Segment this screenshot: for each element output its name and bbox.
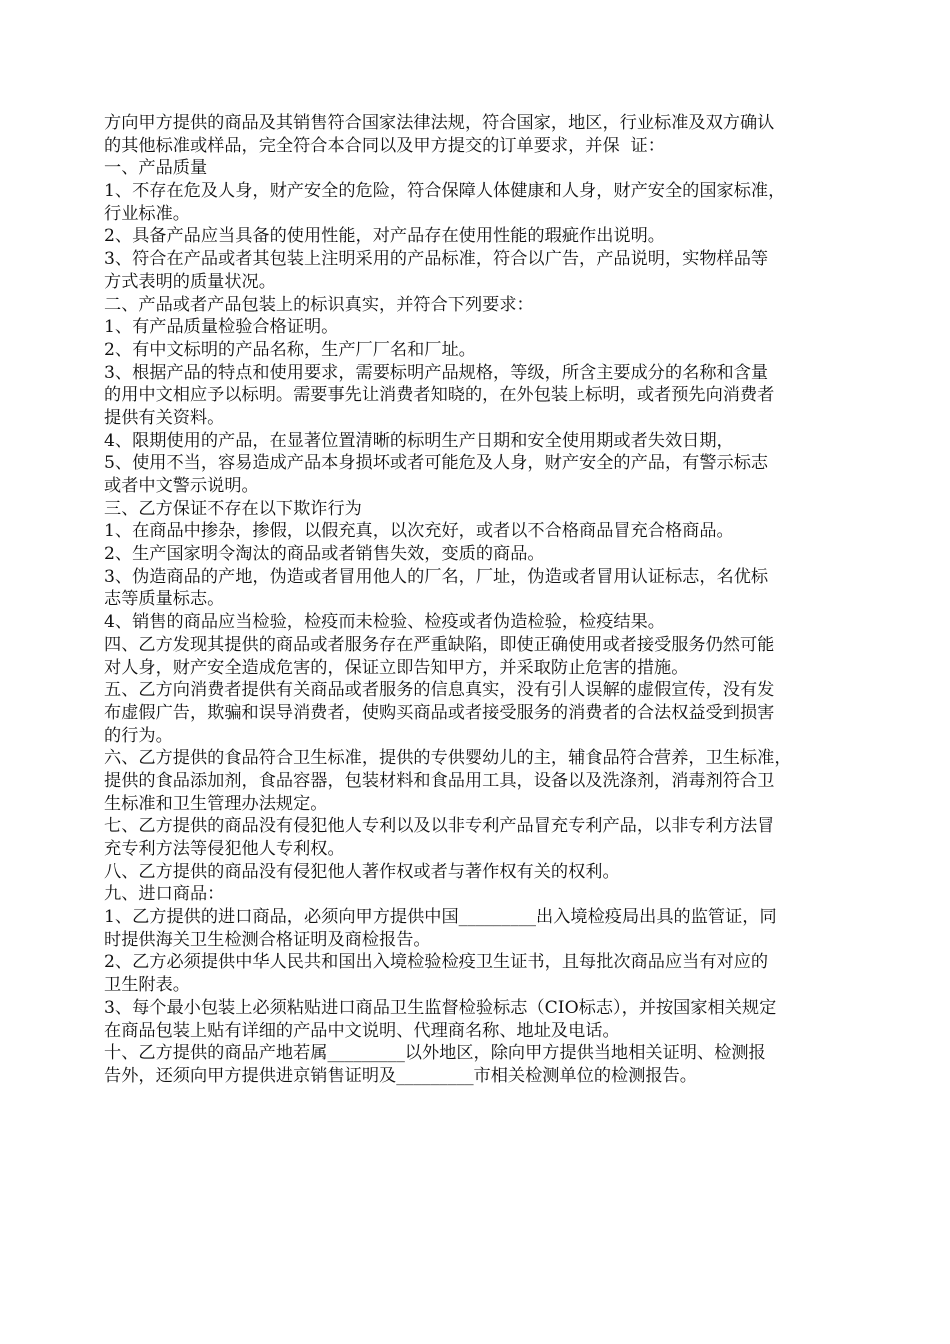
text-line: 2、乙方必须提供中华人民共和国出入境检验检疫卫生证书，且每批次商品应当有对应的 (104, 952, 769, 973)
text-line: 在商品包装上贴有详细的产品中文说明、代理商名称、地址及电话。 (104, 1020, 620, 1041)
section-heading: 一、产品质量 (104, 158, 208, 179)
document-body (104, 112, 864, 1088)
section-heading: 三、乙方保证不存在以下欺诈行为 (104, 498, 362, 519)
section-heading: 七、乙方提供的商品没有侵犯他人专利以及以非专利产品冒充专利产品，以非专利方法冒 (104, 816, 775, 837)
section-heading: 四、乙方发现其提供的商品或者服务存在严重缺陷，即使正确使用或者接受服务仍然可能 (104, 634, 775, 655)
text-line: 1、在商品中掺杂，掺假，以假充真，以次充好，或者以不合格商品冒充合格商品。 (104, 521, 734, 542)
text-line: 的用中文相应予以标明。需要事先让消费者知晓的，在外包装上标明，或者预先向消费者 (104, 385, 775, 406)
text-line: 提供有关资料。 (104, 407, 225, 428)
text-line: 卫生附表。 (104, 975, 190, 996)
text-line: 布虚假广告，欺骗和误导消费者，使购买商品或者接受服务的消费者的合法权益受到损害 (104, 702, 775, 723)
text-line: 1、不存在危及人身，财产安全的危险，符合保障人体健康和人身，财产安全的国家标准， (104, 181, 786, 202)
text-line: 告外，还须向甲方提供进京销售证明及_________市相关检测单位的检测报告。 (104, 1065, 697, 1086)
text-line: 3、根据产品的特点和使用要求，需要标明产品规格，等级，所含主要成分的名称和含量 (104, 362, 769, 383)
section-heading: 十、乙方提供的商品产地若属_________以外地区，除向甲方提供当地相关证明、检测报 (104, 1043, 766, 1064)
text-line: 提供的食品添加剂，食品容器，包装材料和食品用工具，设备以及洗涤剂，消毒剂符合卫 (104, 770, 775, 791)
text-line: 2、生产国家明令淘汰的商品或者销售失效，变质的商品。 (104, 544, 545, 565)
text-line: 生标准和卫生管理办法规定。 (104, 793, 328, 814)
text-line: 3、符合在产品或者其包装上注明采用的产品标准，符合以广告，产品说明，实物样品等 (104, 249, 769, 270)
section-heading: 二、产品或者产品包装上的标识真实，并符合下列要求： (104, 294, 534, 315)
text-line: 5、使用不当，容易造成产品本身损坏或者可能危及人身，财产安全的产品，有警示标志 (104, 453, 769, 474)
text-line: 3、每个最小包装上必须粘贴进口商品卫生监督检验标志（CIO标志），并按国家相关规定 (104, 997, 777, 1018)
text-line: 4、销售的商品应当检验，检疫而未检验、检疫或者伪造检验，检疫结果。 (104, 612, 665, 633)
section-heading: 五、乙方向消费者提供有关商品或者服务的信息真实，没有引人误解的虚假宣传，没有发 (104, 680, 775, 701)
text-line: 3、伪造商品的产地，伪造或者冒用他人的厂名，厂址，伪造或者冒用认证标志，名优标 (104, 566, 769, 587)
text-line: 对人身，财产安全造成危害的，保证立即告知甲方，并采取防止危害的措施。 (104, 657, 689, 678)
text-line: 时提供海关卫生检测合格证明及商检报告。 (104, 929, 431, 950)
section-heading: 九、进口商品： (104, 884, 225, 905)
text-line: 志等质量标志。 (104, 589, 225, 610)
text-line: 方式表明的质量状况。 (104, 271, 276, 292)
text-line: 1、有产品质量检验合格证明。 (104, 317, 339, 338)
text-line: 充专利方法等侵犯他人专利权。 (104, 839, 345, 859)
text-line: 方向甲方提供的商品及其销售符合国家法律法规，符合国家，地区，行业标准及双方确认 (104, 113, 775, 133)
text-line: 的其他标准或样品，完全符合本合同以及甲方提交的订单要求，并保 证： (104, 135, 665, 156)
text-line: 行业标准。 (104, 203, 190, 224)
text-line: 或者中文警示说明。 (104, 476, 259, 496)
section-heading: 八、乙方提供的商品没有侵犯他人著作权或者与著作权有关的权利。 (104, 861, 620, 882)
text-line: 2、具备产品应当具备的使用性能，对产品存在使用性能的瑕疵作出说明。 (104, 226, 665, 247)
text-line: 2、有中文标明的产品名称，生产厂厂名和厂址。 (104, 339, 476, 360)
section-heading: 六、乙方提供的食品符合卫生标准，提供的专供婴幼儿的主，辅食品符合营养，卫生标准， (104, 748, 792, 769)
text-line: 1、乙方提供的进口商品，必须向甲方提供中国_________出入境检疫局出具的监管证，同 (104, 907, 777, 928)
text-line: 的行为。 (104, 725, 173, 746)
text-line: 4、限期使用的产品，在显著位置清晰的标明生产日期和安全使用期或者失效日期， (104, 430, 734, 451)
